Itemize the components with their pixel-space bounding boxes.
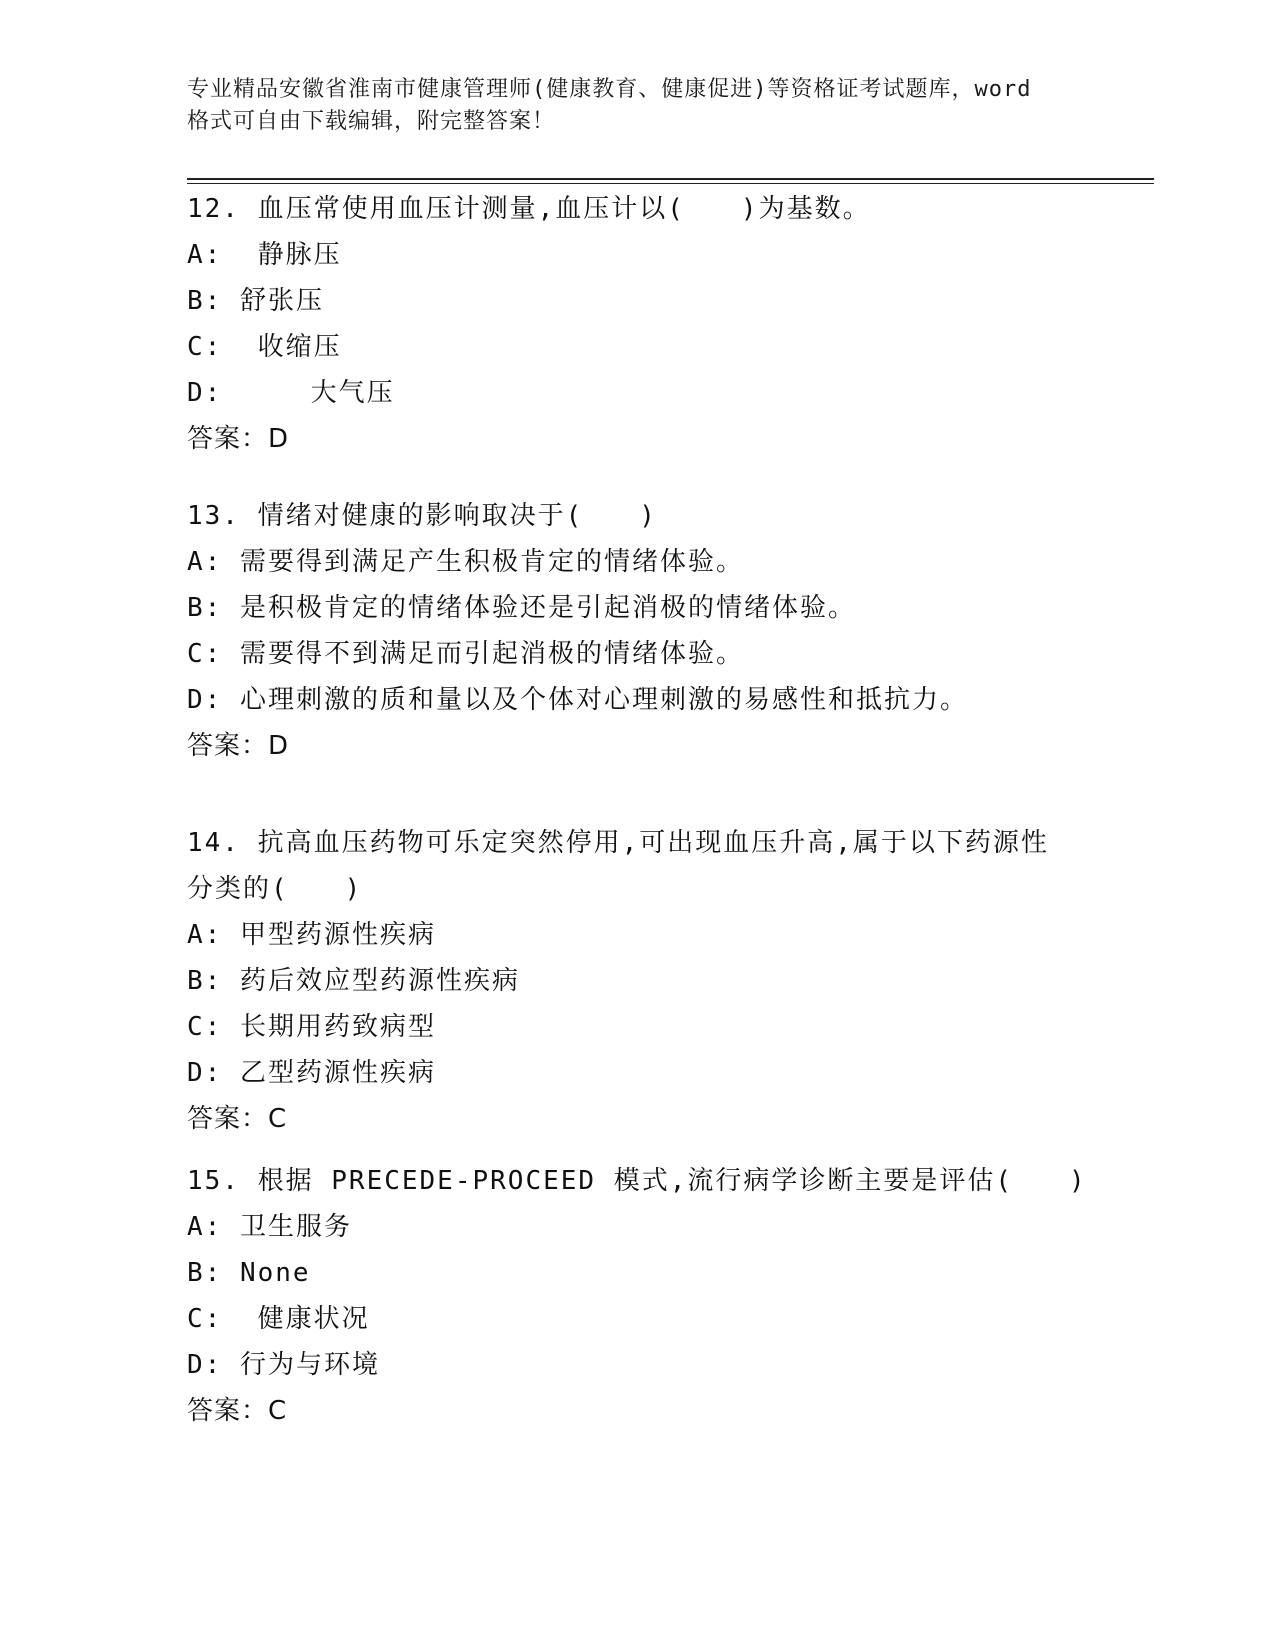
header-line-2: 格式可自由下载编辑，附完整答案！	[187, 109, 556, 134]
header-divider-thin	[187, 183, 1154, 184]
option-d: D: 大气压	[187, 378, 395, 408]
header-line-1: 专业精品安徽省淮南市健康管理师(健康教育、健康促进)等资格证考试题库，word	[187, 77, 1032, 102]
question-block	[187, 1158, 1147, 1434]
option-a: A: 甲型药源性疾病	[187, 920, 436, 950]
option-c: C: 长期用药致病型	[187, 1012, 436, 1042]
option-c: C: 健康状况	[187, 1304, 370, 1334]
option-c: C: 收缩压	[187, 332, 342, 362]
question-stem: 13. 情绪对健康的影响取决于( )	[187, 501, 657, 531]
option-b: B: 舒张压	[187, 286, 324, 316]
question-stem: 12. 血压常使用血压计测量,血压计以( )为基数。	[187, 194, 871, 224]
question-block	[187, 493, 1147, 769]
document-header	[187, 74, 1087, 138]
question-block	[187, 186, 1147, 462]
option-a: A: 卫生服务	[187, 1212, 352, 1242]
header-divider	[187, 178, 1154, 180]
option-b: B: 是积极肯定的情绪体验还是引起消极的情绪体验。	[187, 593, 856, 623]
option-d: D: 心理刺激的质和量以及个体对心理刺激的易感性和抵抗力。	[187, 685, 968, 715]
answer-text: 答案：C	[187, 1104, 288, 1134]
option-d: D: 行为与环境	[187, 1350, 380, 1380]
answer-text: 答案：C	[187, 1396, 288, 1426]
option-b: B: 药后效应型药源性疾病	[187, 966, 520, 996]
option-a: A: 需要得到满足产生积极肯定的情绪体验。	[187, 547, 744, 577]
question-stem: 15. 根据 PRECEDE-PROCEED 模式,流行病学诊断主要是评估( )	[187, 1166, 1087, 1196]
option-d: D: 乙型药源性疾病	[187, 1058, 436, 1088]
question-block	[187, 820, 1147, 1142]
option-c: C: 需要得不到满足而引起消极的情绪体验。	[187, 639, 744, 669]
option-a: A: 静脉压	[187, 240, 342, 270]
answer-text: 答案：D	[187, 731, 290, 761]
answer-text: 答案：D	[187, 424, 290, 454]
question-stem: 14. 抗高血压药物可乐定突然停用,可出现血压升高,属于以下药源性分类的( )	[187, 828, 1049, 904]
option-b: B: None	[187, 1258, 311, 1288]
